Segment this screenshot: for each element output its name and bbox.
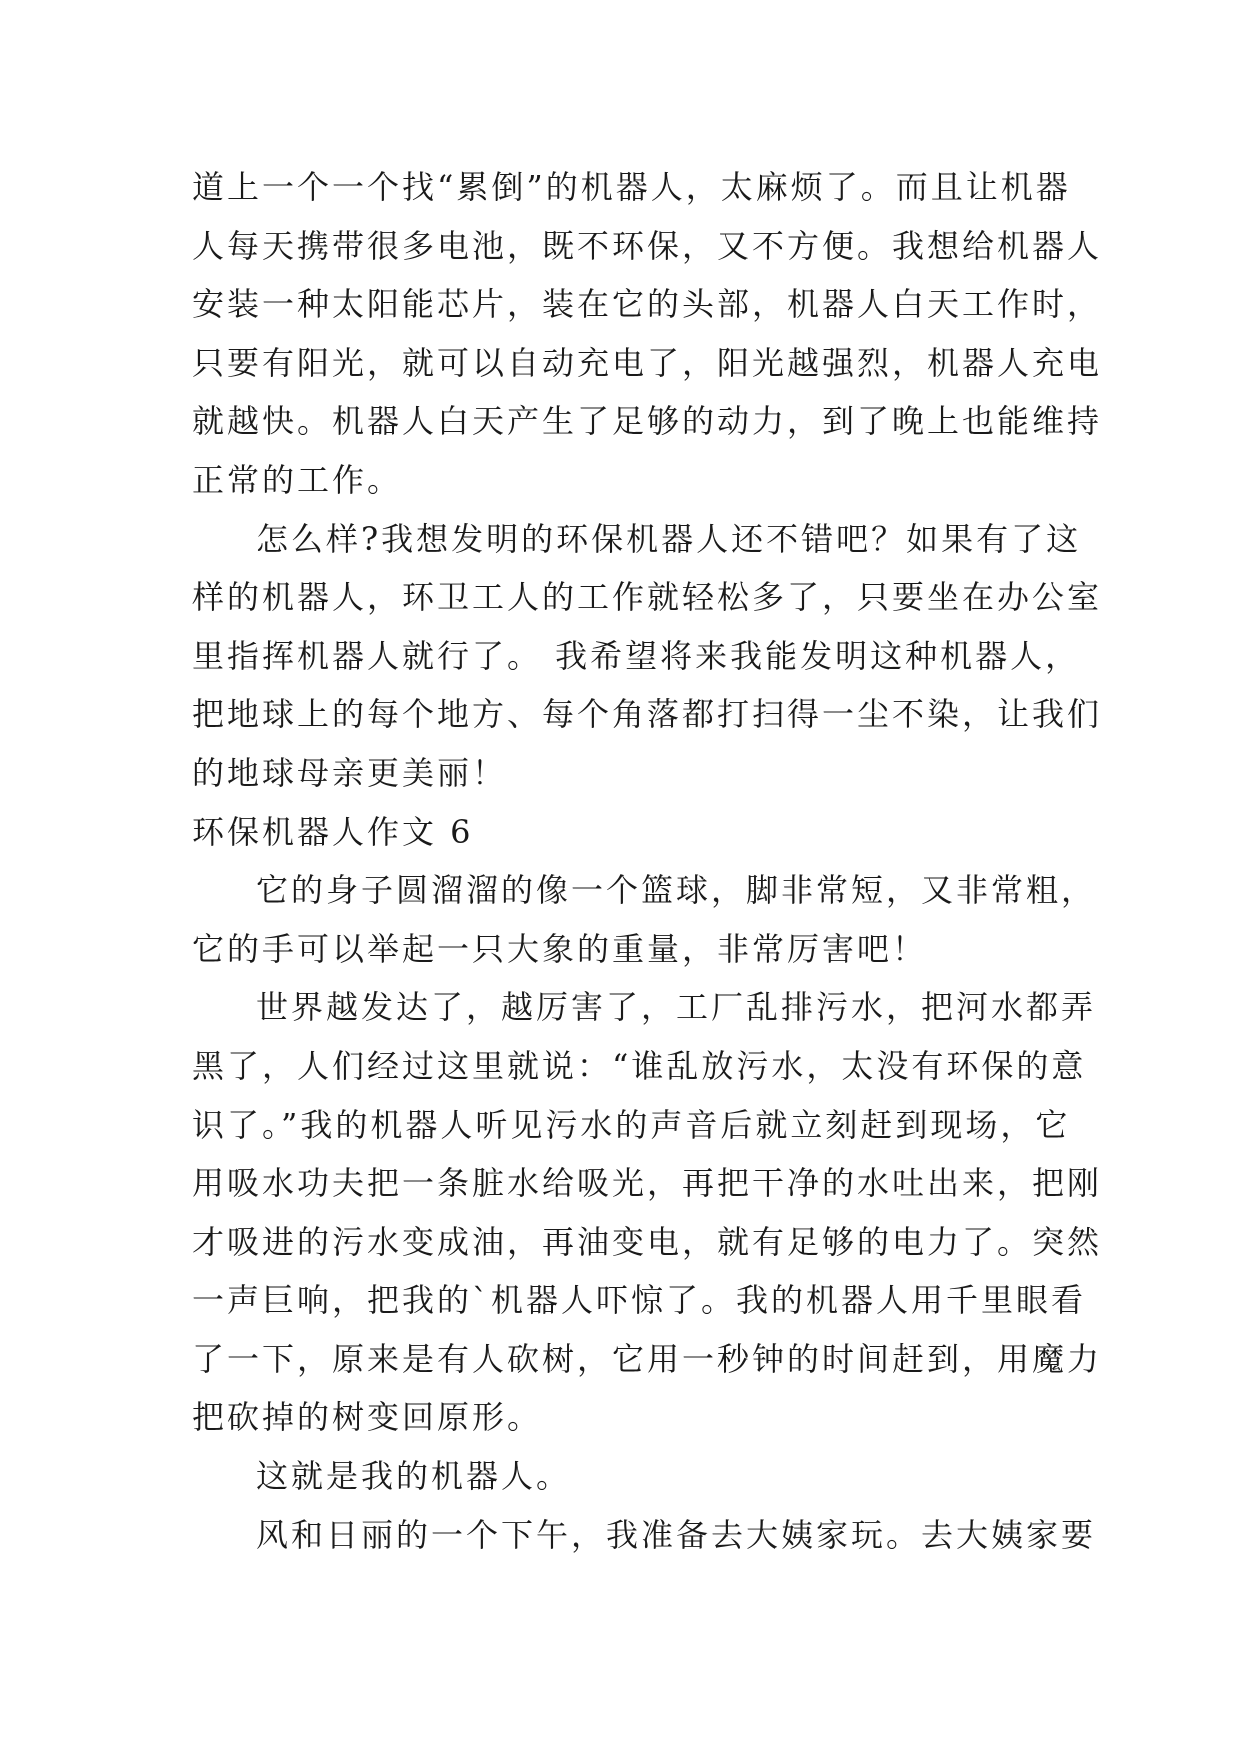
text-line: 世界越发达了，越厉害了，工厂乱排污水，把河水都弄 xyxy=(256,988,1097,1027)
text-line: 它的手可以举起一只大象的重量，非常厉害吧！ xyxy=(192,929,928,968)
text-line: 只要有阳光，就可以自动充电了，阳光越强烈，机器人充电 xyxy=(192,343,1103,382)
text-line: 样的机器人，环卫工人的工作就轻松多了，只要坐在办公室 xyxy=(192,578,1103,617)
text-line: 把砍掉的树变回原形。 xyxy=(192,1398,543,1437)
text-line: 怎么样?我想发明的环保机器人还不错吧？如果有了这 xyxy=(256,519,1082,558)
text-line: 这就是我的机器人。 xyxy=(256,1457,572,1496)
text-line: 的地球母亲更美丽！ xyxy=(192,753,508,792)
text-line: 识了。”我的机器人听见污水的声音后就立刻赶到现场，它 xyxy=(192,1105,1071,1144)
text-line: 了一下，原来是有人砍树，它用一秒钟的时间赶到，用魔力 xyxy=(192,1339,1103,1378)
text-line: 道上一个一个找“累倒”的机器人，太麻烦了。而且让机器 xyxy=(192,168,1071,206)
text-line: 用吸水功夫把一条脏水给吸光，再把干净的水吐出来，把刚 xyxy=(192,1164,1103,1203)
text-line: 就越快。机器人白天产生了足够的动力，到了晚上也能维持 xyxy=(192,402,1103,441)
text-line: 才吸进的污水变成油，再油变电，就有足够的电力了。突然 xyxy=(192,1222,1103,1261)
text-line: 黑了，人们经过这里就说：“谁乱放污水，太没有环保的意 xyxy=(192,1046,1087,1085)
text-line: 安装一种太阳能芯片，装在它的头部，机器人白天工作时， xyxy=(192,285,1103,324)
text-line: 里指挥机器人就行了。 我希望将来我能发明这种机器人， xyxy=(192,636,1081,675)
document-body xyxy=(192,158,1103,1564)
text-line: 风和日丽的一个下午，我准备去大姨家玩。去大姨家要 xyxy=(256,1515,1097,1554)
text-line: 一声巨响，把我的`机器人吓惊了。我的机器人用千里眼看 xyxy=(192,1281,1087,1320)
text-line: 它的身子圆溜溜的像一个篮球，脚非常短，又非常粗， xyxy=(256,871,1097,910)
text-line: 把地球上的每个地方、每个角落都打扫得一尘不染，让我们 xyxy=(192,695,1103,734)
text-line: 正常的工作。 xyxy=(192,460,403,499)
text-line: 人每天携带很多电池，既不环保，又不方便。我想给机器人 xyxy=(192,226,1103,265)
text-line: 环保机器人作文 6 xyxy=(192,812,474,851)
